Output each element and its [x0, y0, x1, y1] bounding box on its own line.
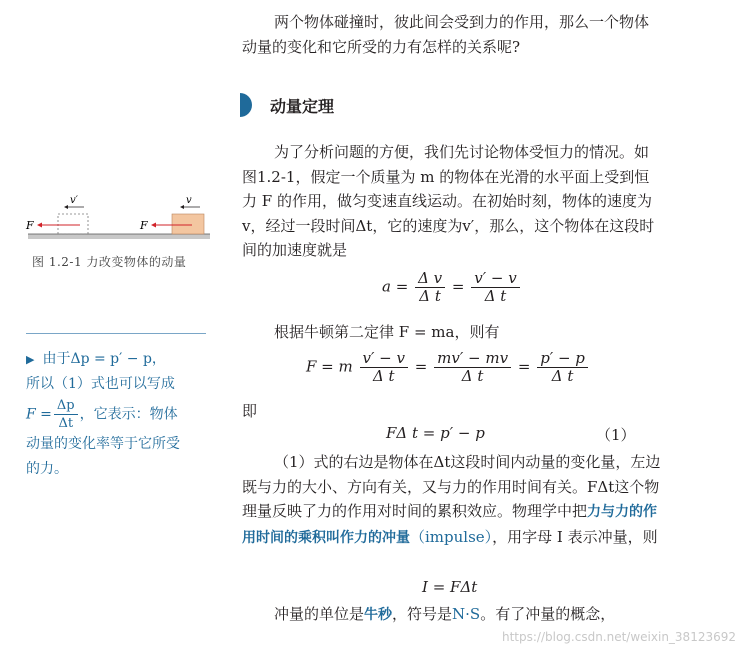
equation-newton: F = m $\frac{v' - v}{\text{Δ t}}$ = $\frac{mv' - mv}{\text{Δ t}}$ = $\frac{p' - p}{\text{Δ t}}$: [306, 350, 590, 385]
paragraph-1-block: [242, 140, 662, 263]
paragraph-2: 根据牛顿第二定律 F = ma，则有: [274, 323, 500, 341]
main-text-column: [242, 10, 662, 59]
ji-word: 即: [242, 402, 258, 420]
section-heading: [240, 92, 334, 118]
ground-surface: [28, 234, 210, 239]
mass-block: [172, 214, 204, 234]
label-v: v: [186, 195, 192, 206]
paragraph-3: （1）式的右边是物体在Δt这段时间内动量的变化量，左边既与力的大小、方向有关，又与力的作用时间有关。FΔt这个物理量反映了力的作用对时间的累积效应。物理学中把力与力的作用时间的乘积叫作力的冲量（impulse），用字母 I 表示冲量，则: [242, 453, 661, 546]
intro-paragraph: 两个物体碰撞时，彼此间会受到力的作用，那么一个物体动量的变化和它所受的力有怎样的关系呢?: [242, 13, 650, 56]
label-v-prime: v′: [70, 195, 78, 206]
unit-name: 牛秒: [364, 607, 393, 623]
sidebar-divider: [26, 333, 206, 334]
paragraph-4-block: [242, 602, 662, 628]
unit-symbol: N·S: [452, 605, 481, 623]
equation-number: （1）: [596, 426, 636, 444]
ji-block: [242, 399, 662, 424]
note-line-4: 动量的变化率等于它所受: [26, 436, 180, 452]
heading-marker-icon: [240, 93, 252, 117]
label-f-right: F: [140, 219, 148, 232]
note-line-3: F = $\frac{\Delta p}{\Delta t}$ ，它表示：物体: [26, 398, 178, 431]
triangle-bullet-icon: ▶: [26, 353, 35, 366]
equation-acceleration: a = $\frac{\text{Δ v}}{\text{Δ t}}$ = $\frac{v' - v}{\text{Δ t}}$: [382, 270, 522, 305]
paragraph-3-block: [242, 450, 662, 550]
figure-caption: 图 1.2-1 力改变物体的动量: [32, 255, 187, 269]
note-line-5: 的力。: [26, 461, 68, 477]
label-f-left: F: [26, 219, 34, 232]
sidebar-note: [26, 347, 214, 482]
equation-impulse-momentum: FΔ t = p′ − p: [386, 424, 485, 442]
note-line-1: ▶ 由于Δp = p′ − p，: [26, 351, 166, 367]
impulse-definition: 力与力的作用时间的乘积叫作力的冲量: [242, 504, 658, 546]
initial-position-box: [58, 214, 88, 234]
watermark: https://blog.csdn.net/weixin_38123692: [501, 630, 736, 644]
paragraph-2-block: [242, 320, 662, 345]
figure-momentum-change: [22, 190, 212, 250]
equation-impulse: I = FΔt: [422, 578, 478, 596]
section-title: 动量定理: [270, 96, 335, 116]
paragraph-1: 为了分析问题的方便，我们先讨论物体受恒力的情况。如图1.2-1，假定一个质量为 m 的物体在光滑的水平面上受到恒力 F 的作用，做匀变速直线运动。在初始时刻，物体的速度为 v，经过一段时间Δt，它的速度为v′，那么，这个物体在这段时间的加速度就是: [242, 143, 655, 259]
note-line-2: 所以（1）式也可以写成: [26, 376, 175, 392]
paragraph-4: 冲量的单位是牛秒，符号是N·S。有了冲量的概念，: [274, 605, 616, 623]
